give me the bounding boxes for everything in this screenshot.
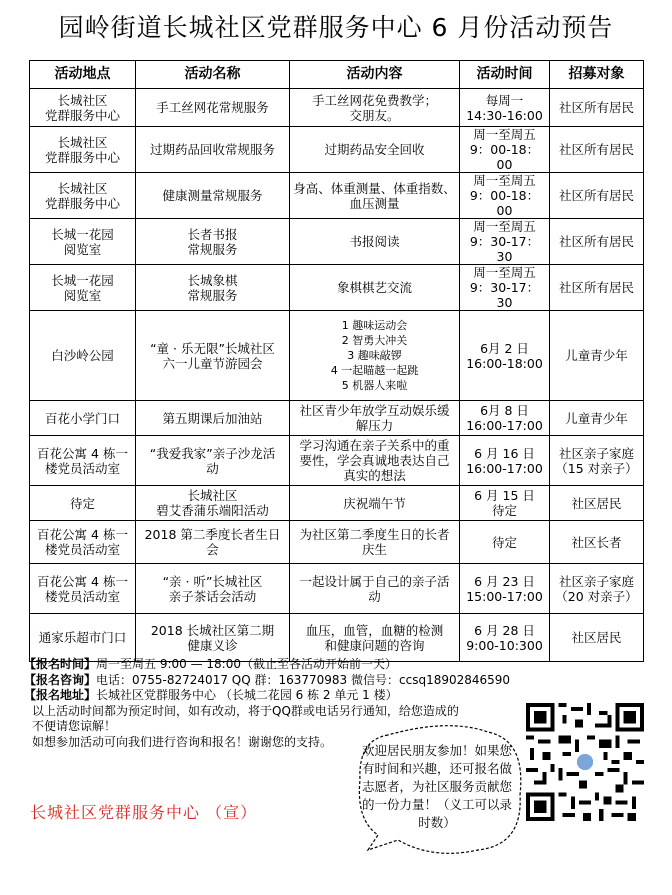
cell-target: 社区长者 [550,521,644,564]
table-header-row [30,61,644,89]
qr-center-logo-icon [577,754,593,770]
cell-target: 社区亲子家庭 （20 对亲子） [550,564,644,614]
activity-table [29,60,644,662]
publisher-sign: 长城社区党群服务中心 （宣） [30,803,258,822]
cell-content: 学习沟通在亲子关系中的重 要性，学会真诚地表达自己 真实的想法 [290,436,460,486]
signup-consult-line [24,673,664,689]
cell-time: 待定 [460,521,550,564]
header-place: 活动地点 [30,61,136,89]
cell-place: 百花小学门口 [30,401,136,436]
signup-address-value: 长城社区党群服务中心 （长城二花园 6 栋 2 单元 1 楼） [96,688,398,702]
cell-time: 周一至周五 9：00-18：00 [460,127,550,173]
table-row [30,311,644,401]
cell-place: 长城社区 党群服务中心 [30,89,136,127]
table-row [30,219,644,265]
cell-name: 过期药品回收常规服务 [136,127,290,173]
cell-target: 社区亲子家庭 （15 对亲子） [550,436,644,486]
header-name: 活动名称 [136,61,290,89]
cell-time: 6 月 16 日 16:00-17:00 [460,436,550,486]
header-content: 活动内容 [290,61,460,89]
cell-name: 长者书报 常规服务 [136,219,290,265]
signup-time-label: 【报名时间】 [24,657,97,671]
signup-consult-value: 电话：0755-82724017 QQ 群：163770983 微信号：ccsq18902846590 [96,672,511,687]
cell-name: 健康测量常规服务 [136,173,290,219]
table-row [30,521,644,564]
table-row [30,265,644,311]
cell-place: 百花公寓 4 栋一 楼党员活动室 [30,521,136,564]
cell-target: 社区所有居民 [550,265,644,311]
cell-time: 周一至周五 9：30-17：30 [460,265,550,311]
cell-place: 长城社区 党群服务中心 [30,173,136,219]
cell-name: 长城社区 碧艾香蒲乐端阳活动 [136,486,290,521]
cell-time: 周一至周五 9：30-17：30 [460,219,550,265]
cell-name: 第五期课后加油站 [136,401,290,436]
cell-time: 每周一 14:30-16:00 [460,89,550,127]
cell-content: 1 趣味运动会 2 智勇大冲关 3 趣味敲锣 4 一起瞄越一起跳 5 机器人来啦 [290,311,460,401]
cell-name: 2018 第二季度长者生日 会 [136,521,290,564]
signup-address-label: 【报名地址】 [24,688,97,702]
table-row [30,127,644,173]
notice-line-1: 以上活动时间都为预定时间，如有改动，将于QQ群或电话另行通知，给您造成的 [32,703,459,718]
cell-name: “童 · 乐无限”长城社区 六一儿童节游园会 [136,311,290,401]
cell-content: 庆祝端午节 [290,486,460,521]
table-row [30,436,644,486]
cell-place: 待定 [30,486,136,521]
cell-place: 白沙岭公园 [30,311,136,401]
cell-place: 长城一花园 阅览室 [30,265,136,311]
cell-time: 6 月 23 日 15:00-17:00 [460,564,550,614]
cell-time: 6 月 28 日 9:00-10:300 [460,614,550,662]
notice-line-2: 不便请您谅解！ [32,719,117,733]
cell-name: 长城象棋 常规服务 [136,265,290,311]
table-row [30,614,644,662]
cell-target: 儿童青少年 [550,311,644,401]
cell-name: “我爱我家”亲子沙龙活 动 [136,436,290,486]
header-target: 招募对象 [550,61,644,89]
table-row [30,89,644,127]
cell-target: 社区所有居民 [550,127,644,173]
cell-content: 一起设计属于自己的亲子活 动 [290,564,460,614]
cell-time: 6月 2 日 16:00-18:00 [460,311,550,401]
cell-target: 社区居民 [550,614,644,662]
cell-content: 血压，血管，血糖的检测 和健康问题的咨询 [290,614,460,662]
cell-name: 手工丝网花常规服务 [136,89,290,127]
table-row [30,173,644,219]
speech-bubble [348,700,528,890]
cell-content: 过期药品安全回收 [290,127,460,173]
cell-content: 书报阅读 [290,219,460,265]
cell-content: 手工丝网花免费教学； 交朋友。 [290,89,460,127]
cell-place: 通家乐超市门口 [30,614,136,662]
signup-address-line [24,688,664,704]
cell-content: 社区青少年放学互动娱乐缓 解压力 [290,401,460,436]
cell-target: 社区居民 [550,486,644,521]
cell-content: 身高、体重测量、体重指数、 血压测量 [290,173,460,219]
table-row [30,486,644,521]
cell-time: 6月 8 日 16:00-17:00 [460,401,550,436]
cell-place: 百花公寓 4 栋一 楼党员活动室 [30,436,136,486]
cell-target: 儿童青少年 [550,401,644,436]
cell-place: 百花公寓 4 栋一 楼党员活动室 [30,564,136,614]
cell-content: 为社区第二季度生日的长者 庆生 [290,521,460,564]
qr-code[interactable] [526,703,644,821]
speech-bubble-text: 欢迎居民朋友参加！如果您有时间和兴趣，还可报名做志愿者，为社区服务贡献您的一份力量！（义工可以录时数） [362,743,513,830]
cell-target: 社区所有居民 [550,219,644,265]
cell-name: “亲 · 听”长城社区 亲子茶话会活动 [136,564,290,614]
table-row [30,564,644,614]
cell-time: 周一至周五 9：00-18：00 [460,173,550,219]
cell-name: 2018 长城社区第二期 健康义诊 [136,614,290,662]
signup-consult-label: 【报名咨询】 [24,672,97,687]
page-title: 园岭街道长城社区党群服务中心 6 月份活动预告 [58,13,614,42]
signup-time-line [24,657,664,673]
cell-content: 象棋棋艺交流 [290,265,460,311]
header-time: 活动时间 [460,61,550,89]
signup-time-value: 周一至周五 9:00 — 18:00（截止至各活动开始前一天） [96,657,397,671]
cell-time: 6 月 15 日 待定 [460,486,550,521]
cell-place: 长城一花园 阅览室 [30,219,136,265]
table-row [30,401,644,436]
notice-line-3: 如想参加活动可向我们进行咨询和报名！谢谢您的支持。 [32,734,333,749]
cell-place: 长城社区 党群服务中心 [30,127,136,173]
cell-target: 社区所有居民 [550,173,644,219]
cell-target: 社区所有居民 [550,89,644,127]
